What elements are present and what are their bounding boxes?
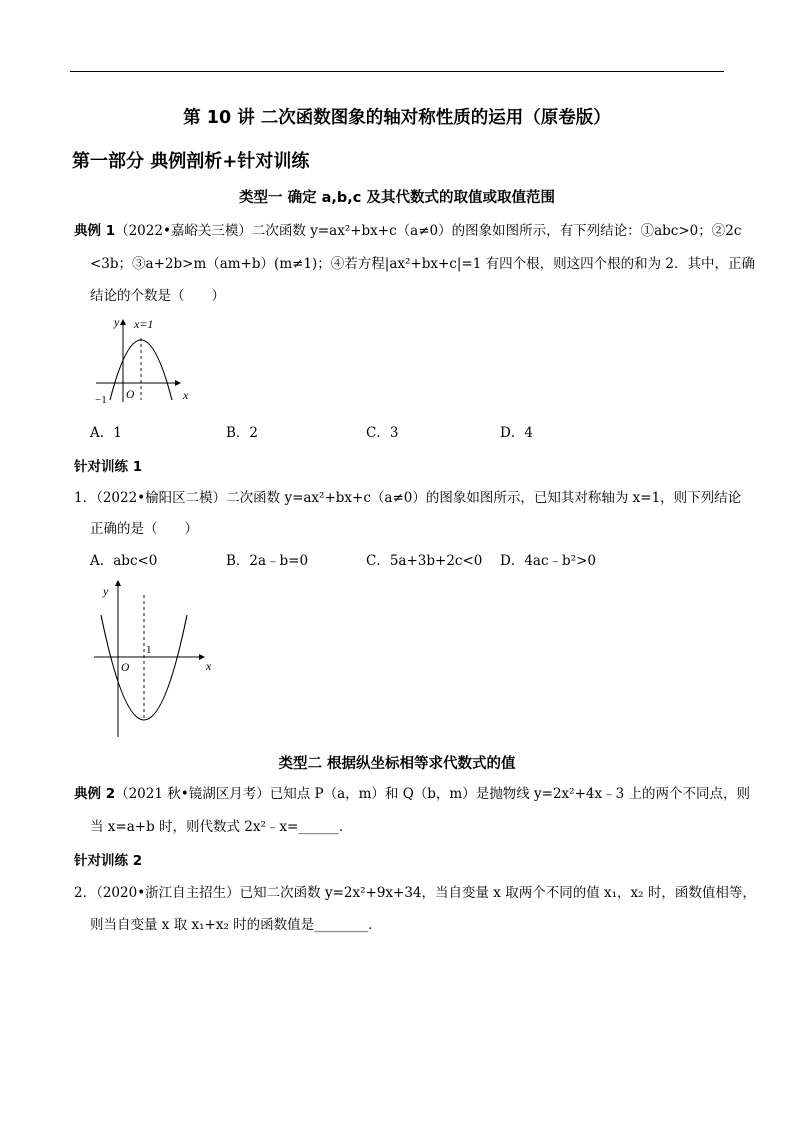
training1-label: 针对训练 1 <box>74 459 143 475</box>
example1-parabola-graph <box>92 310 204 405</box>
training1-q1-line2: 正确的是（ ） <box>90 521 198 537</box>
training1-option-d[interactable]: D．4ac﹣b²>0 <box>500 553 596 569</box>
symmetry-label: x=1 <box>134 317 154 331</box>
example1-label: 典例 1 <box>74 223 116 239</box>
y-label: y <box>103 584 109 598</box>
training1-parabola-graph <box>92 575 222 740</box>
training1-option-a[interactable]: A．abc<0 <box>90 553 158 569</box>
training2-label: 针对训练 2 <box>74 853 143 869</box>
example2-text1: （2021 秋•镜湖区月考）已知点 P（a，m）和 Q（b，m）是抛物线 y=2x²+4x﹣3 上的两个不同点，则 <box>115 786 750 802</box>
example1-option-d[interactable]: D．4 <box>500 425 533 441</box>
type2-heading: 类型二 根据纵坐标相等求代数式的值 <box>278 756 516 772</box>
example1-option-a[interactable]: A．1 <box>90 425 122 441</box>
one-label: 1 <box>146 644 152 656</box>
x-label: x <box>206 659 212 673</box>
example2-line1 <box>74 782 750 802</box>
type1-heading: 类型一 确定 a,b,c 及其代数式的取值或取值范围 <box>239 190 555 206</box>
origin-label: O <box>126 389 135 401</box>
training2-q2-line2: 则当自变量 x 取 x₁+x₂ 时的函数值是________． <box>90 917 382 933</box>
example1-line3: 结论的个数是（ ） <box>90 288 225 304</box>
training1-q1-line1: 1．（2022•榆阳区二模）二次函数 y=ax²+bx+c（a≠0）的图象如图所示，已知其对称轴为 x=1，则下列结论 <box>74 490 742 506</box>
part-heading: 第一部分 典例剖析+针对训练 <box>72 151 310 172</box>
training1-option-b[interactable]: B．2a﹣b=0 <box>226 553 309 569</box>
training2-q2-line1: 2．（2020•浙江自主招生）已知二次函数 y=2x²+9x+34，当自变量 x 取两个不同的值 x₁，x₂ 时，函数值相等， <box>74 885 756 901</box>
training1-option-c[interactable]: C．5a+3b+2c<0 <box>366 553 483 569</box>
example1-line2: <3b；③a+2b>m（am+b）(m≠1)；④若方程|ax²+bx+c|=1 有四个根，则这四个根的和为 2．其中，正确 <box>90 256 755 272</box>
minus-one-label: −1 <box>95 394 107 405</box>
x-label: x <box>183 388 189 402</box>
example1-text1: （2022•嘉峪关三模）二次函数 y=ax²+bx+c（a≠0）的图象如图所示，有下列结论：①abc>0；②2c <box>115 223 742 239</box>
example1-line1 <box>74 219 741 239</box>
header-rule <box>70 71 724 72</box>
example1-option-b[interactable]: B．2 <box>226 425 259 441</box>
y-label: y <box>114 315 120 329</box>
page-title: 第 10 讲 二次函数图象的轴对称性质的运用（原卷版） <box>183 108 611 128</box>
example2-line2: 当 x=a+b 时，则代数式 2x²﹣x=______． <box>90 819 353 835</box>
origin-label: O <box>121 662 130 674</box>
example2-label: 典例 2 <box>74 786 116 802</box>
example1-option-c[interactable]: C．3 <box>366 425 399 441</box>
